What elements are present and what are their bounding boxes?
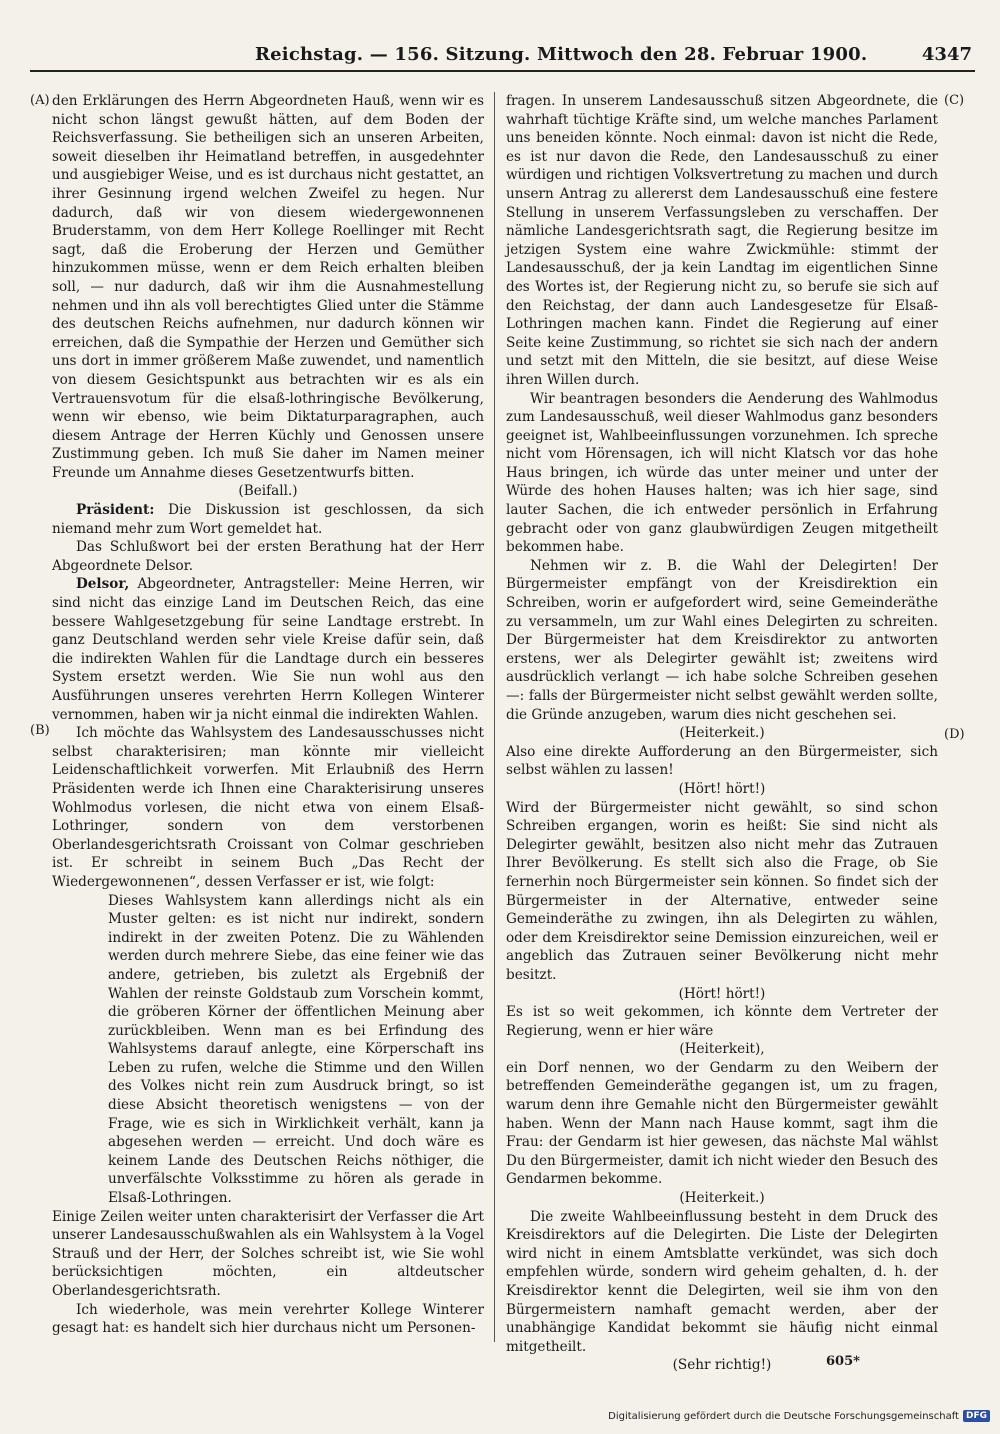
- margin-mark-b: (B): [30, 723, 50, 738]
- paragraph: Einige Zeilen weiter unten charakterisirt der Verfasser die Art unserer Landesausschußwahlen als ein Wahlsystem à la Vogel Strauß und der Herr, der Solches schreibt ist, wie Sie wohl berücksichtigen möchten, ein altdeutscher Oberlandesgerichtsrath.: [52, 1208, 484, 1299]
- footer-text: Digitalisierung gefördert durch die Deutsche Forschungsgemeinschaft: [608, 1410, 959, 1422]
- margin-mark-c: (C): [944, 93, 965, 108]
- running-title: Reichstag. — 156. Sitzung. Mittwoch den 28. Februar 1900.: [255, 44, 868, 65]
- interjection: (Sehr richtig!): [672, 1357, 772, 1374]
- paragraph: Es ist so weit gekommen, ich könnte dem Vertreter der Regierung, wenn er hier wäre: [506, 1004, 938, 1039]
- interjection: (Heiterkeit.): [679, 1190, 765, 1207]
- paragraph: ein Dorf nennen, wo der Gendarm zu den Weibern der betreffenden Gemeinderäthe gegangen ist, um zu fragen, warum denn ihre Gemahle nicht den Bürgermeister gewählt haben. Wenn der Mann nach Hause kommt, sagt ihm die Frau: der Gendarm ist hier gewesen, das nächste Mal wählst Du den Bürgermeister, damit ich nicht wieder den Besuch des Gendarmen bekomme.: [506, 1059, 938, 1188]
- paragraph: Wir beantragen besonders die Aenderung des Wahlmodus zum Landesausschuß, weil dieser Wahlmodus ganz besonders geeignet ist, Wahlbeeinflussungen vorzunehmen. Ich spreche nicht vom Hörensagen, ich will nicht Klatsch vor das hohe Haus bringen, ich würde das unter meiner und unter der Würde des hohen Hauses halten; was ich hier sage, sind lauter Sachen, die ich entweder persönlich in Erfahrung gebracht oder von ganz glaubwürdigen Zeugen mitgetheilt bekommen habe.: [506, 390, 938, 556]
- sheet-number: 605*: [826, 1354, 860, 1369]
- paragraph: Das Schlußwort bei der ersten Berathung hat der Herr Abgeordnete Delsor.: [52, 539, 484, 574]
- speaker-paragraph: [52, 575, 484, 724]
- speech-text: Die Diskussion ist geschlossen, da sich niemand mehr zum Wort gemeldet hat.: [52, 502, 484, 537]
- paragraph: den Erklärungen des Herrn Abgeordneten Hauß, wenn wir es nicht schon längst gewußt hätten, auf dem Boden der Reichsverfassung. Sie betheiligen sich an unseren Arbeiten, soweit dieselben ihr Heimatland betreffen, in ausgedehnter und ausgiebiger Weise, und es ist durchaus nicht gestattet, an ihrer Gesinnung irgend welchen Zweifel zu hegen. Nur dadurch, daß wir von diesem wiedergewonnenen Bruderstamm, von dem Herr Kollege Roellinger mit Recht sagt, daß die Eroberung der Herzen und Gemüther hinzukommen müsse, wenn er dem Reich erhalten bleiben soll, — nur dadurch, daß wir ihm die Ausnahmestellung nehmen und ihn als voll berechtigtes Glied unter die Stämme des deutschen Reichs aufnehmen, nur dadurch können wir erreichen, daß die Sympathie der Herzen und Gemüther sich uns dort in immer größerem Maße zuwendet, und namentlich von diesem Gesichtspunkt aus betrachten wir es als ein Vertrauensvotum für die elsaß-lothringische Bevölkerung, wenn wir ebenso, wie beim Diktaturparagraphen, auch diesem Antrage der Herren Küchly und Genossen unsere Zustimmung geben. Ich muß Sie daher im Namen meiner Freunde um Annahme dieses Gesetzentwurfs bitten.: [52, 93, 484, 481]
- interjection: (Hört! hört!): [678, 780, 766, 797]
- speech-text: Abgeordneter, Antragsteller: Meine Herren, wir sind nicht das einzige Land im Deutschen Reich, das eine bessere Wahlgesetzgebung für seine Landtage erstrebt. In ganz Deutschland werden sehr viele Kreise dafür sein, daß die indirekten Wahlen für die Landtage durch ein besseres System ersetzt werden. Wie Sie nun wohl aus den Ausführungen unseres verehrten Herrn Kollegen Winterer vernommen, haben wir ja nicht einmal die indirekten Wahlen.: [52, 576, 484, 723]
- speaker-paragraph: [52, 501, 484, 538]
- speaker-name: Delsor,: [76, 576, 130, 593]
- paragraph: Wird der Bürgermeister nicht gewählt, so sind schon Schreiben ergangen, worin es heißt: Sie sind nicht als Delegirter gewählt, besitzen also nicht mehr das Zutrauen Ihrer Bevölkerung. Es stellt sich also die Frage, ob Sie fernerhin noch Bürgermeister sein können. So findet sich der Bürgermeister in der Alternative, entweder seine Gemeinderäthe zu zwingen, ihn als Delegirten zu wählen, oder dem Kreisdirektor seine Demission einzureichen, weil er angeblich das Zutrauen seiner Bevölkerung nicht mehr besitzt.: [506, 799, 938, 983]
- interjection: (Heiterkeit),: [679, 1041, 765, 1058]
- margin-mark-d: (D): [944, 727, 965, 742]
- paragraph: Also eine direkte Aufforderung an den Bürgermeister, sich selbst wählen zu lassen!: [506, 743, 938, 779]
- interjection: (Hört! hört!): [678, 985, 766, 1002]
- dfg-logo: DFG: [963, 1410, 990, 1422]
- page-header: [40, 40, 980, 70]
- column-divider: [494, 92, 495, 1342]
- paragraph: Die zweite Wahlbeeinflussung besteht in dem Druck des Kreisdirektors auf die Delegirten. Die Liste der Delegirten wird nicht in einem Amtsblatte verkündet, was sich doch empfehlen würde, sondern wird geheim gehalten, d. h. der Kreisdirektor kennt die Delegirten, weil sie ihm von den Bürgermeistern namhaft gemacht werden, aber der unabhängige Kandidat bekommt sie häufig nicht einmal mitgetheilt.: [506, 1208, 938, 1355]
- paragraph: Ich möchte das Wahlsystem des Landesausschusses nicht selbst charakterisiren; man könnte mir vielleicht Leidenschaftlichkeit vorwerfen. Mit Erlaubniß des Herrn Präsidenten werde ich Ihnen eine Charakterisirung unseres Wohlmodus vorlesen, die nicht etwa von einem Elsaß-Lothringer, sondern von dem verstorbenen Oberlandesgerichtsrath Croissant von Colmar geschrieben ist. Er schreibt in seinem Buch „Das Recht der Wiedergewonnenen“, dessen Verfasser er ist, wie folgt:: [52, 725, 484, 890]
- interjection: (Beifall.): [238, 483, 298, 500]
- quoted-passage: Dieses Wahlsystem kann allerdings nicht als ein Muster gelten: es ist nicht nur indirekt, sondern indirekt in der zweiten Potenz. Die zu Wählenden werden durch mehrere Siebe, das eine feiner wie das andere, getrieben, bis zuletzt als Ergebniß der Wahlen der reinste Goldstaub zum Vorschein kommt, die gröberen Körner der öffentlichen Meinung aber zurückbleiben. Wenn man es bei Erfindung des Wahlsystems darauf anlegte, eine Körperschaft ins Leben zu rufen, welche die Stimme und den Willen des Volkes nicht rein zum Ausdruck bringt, so ist diese Absicht theoretisch wenigstens — von der Frage, wie es sich in Wirklichkeit verhält, kann ja abgesehen werden — erreicht. Und doch wäre es keinem Lande des Deutschen Reichs nöthiger, die unverfälschte Volksstimme zu hören als gerade in Elsaß-Lothringen.: [108, 892, 484, 1207]
- paragraph: fragen. In unserem Landesausschuß sitzen Abgeordnete, die wahrhaft tüchtige Kräfte sind, um welche manches Parlament uns beneiden könnte. Noch einmal: davon ist nicht die Rede, es ist nur davon die Rede, den Landesausschuß zu einer würdigen und richtigen Volksvertretung zu machen und durch unsern Antrag zu allererst dem Landesausschuß eine festere Stellung in unserem Verfassungsleben zu verschaffen. Der nämliche Landesgerichtsrath sagt, die Regierung besitze im jetzigen System eine wahre Zwickmühle: stimmt der Landesausschuß, der ja kein Landtag im eigentlichen Sinne des Wortes ist, der Regierung nicht zu, so berufe sie sich auf den Reichstag, der dann auch Landesgesetze für Elsaß-Lothringen machen kann. Findet die Regierung auf einer Seite keine Zustimmung, so richtet sie sich nach der andern und setzt mit den Mitteln, die sie besitzt, auf diese Weise ihren Willen durch.: [506, 93, 938, 388]
- speaker-name: Präsident:: [76, 502, 155, 519]
- footer-credit: [608, 1410, 990, 1422]
- page-number: 4347: [921, 44, 972, 65]
- paragraph: Nehmen wir z. B. die Wahl der Delegirten! Der Bürgermeister empfängt von der Kreisdirektion ein Schreiben, worin er aufgefordert wird, seine Gemeinderäthe zu versammeln, um zur Wahl eines Delegirten zu schreiten. Der Bürgermeister hat dem Kreisdirektor zu antworten erstens, wer als Delegirter gewählt ist; zweitens wird ausdrücklich verlangt — ich habe solche Schreiben gesehen —: falls der Bürgermeister nicht selbst gewählt werden sollte, die Gründe anzugeben, warum dies nicht geschehen sei.: [506, 557, 938, 723]
- left-column: [52, 92, 484, 1352]
- header-rule: [30, 70, 975, 72]
- interjection: (Heiterkeit.): [679, 725, 765, 742]
- margin-mark-a: (A): [30, 93, 50, 108]
- paragraph: Ich wiederhole, was mein verehrter Kollege Winterer gesagt hat: es handelt sich hier durchaus nicht um Personen-: [52, 1301, 484, 1337]
